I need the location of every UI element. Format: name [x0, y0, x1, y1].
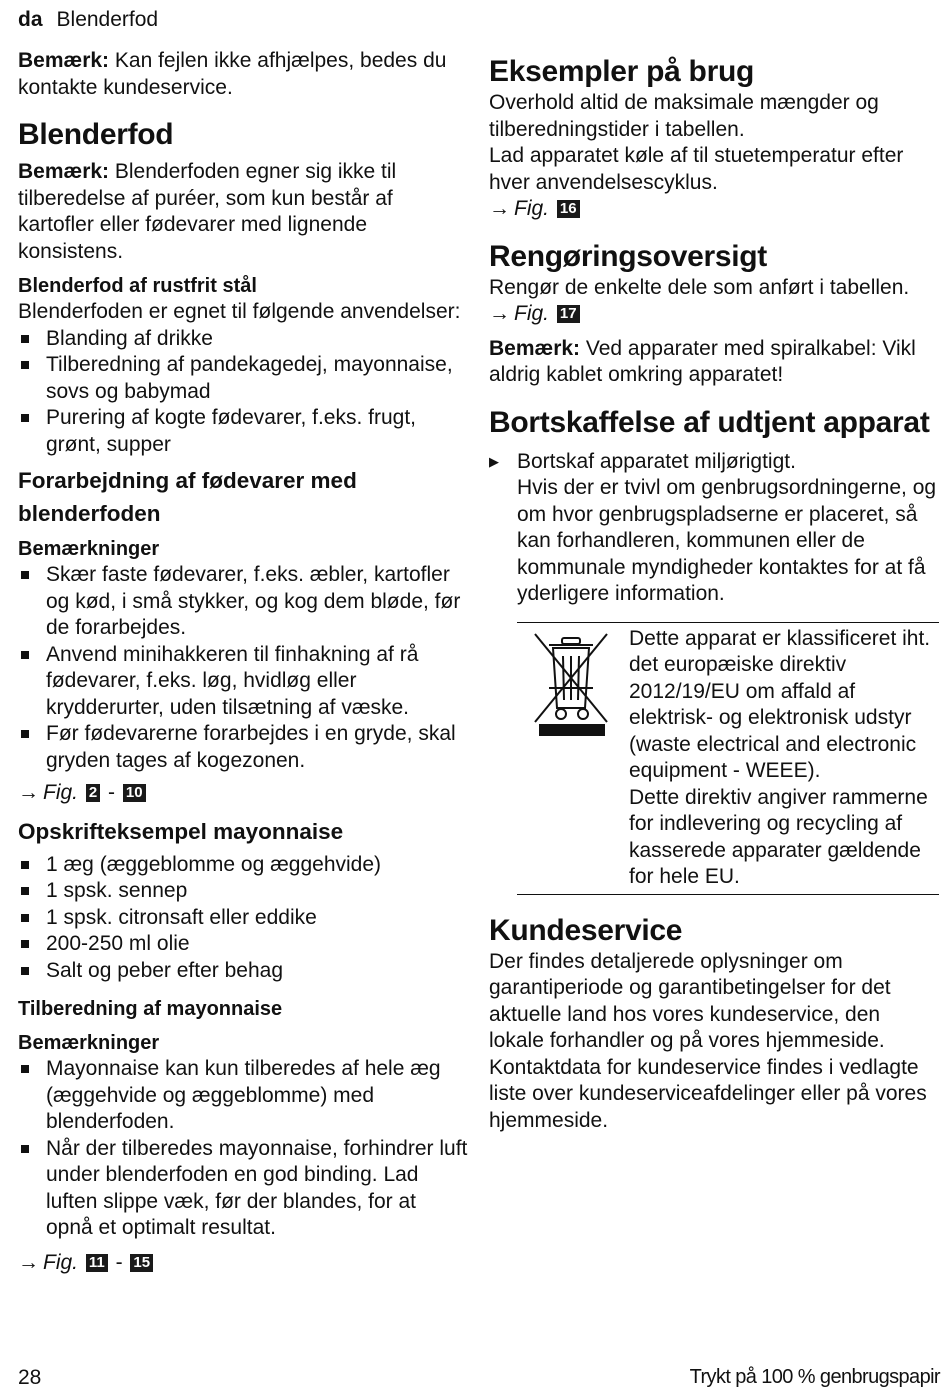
heading-disposal: Bortskaffelse af udtjent apparat — [489, 405, 930, 439]
subheading-notes: Bemærkninger — [18, 538, 160, 560]
right-column — [489, 54, 939, 1134]
footer-note: Trykt på 100 % genbrugspapir — [689, 1366, 940, 1388]
figure-number-badge: 16 — [557, 200, 580, 218]
note-paragraph — [18, 159, 468, 265]
disposal-text: Hvis der er tvivl om genbrugsordningerne, og om hvor genbrugspladserne er placeret, så kan forhandleren, kommunen eller de kommunale myndigheder kontaktes for at få yderligere information. — [517, 476, 937, 605]
steel-list — [18, 326, 468, 459]
heading-examples: Eksempler på brug — [489, 55, 754, 88]
list-item: 1 spsk. sennep — [18, 878, 468, 905]
list-item: Skær faste fødevarer, f.eks. æbler, kartofler og kød, i små stykker, og kog dem bløde, før de forarbejdes. — [18, 562, 468, 642]
note-paragraph — [18, 48, 468, 101]
list-item: Tilberedning af pandekagedej, mayonnaise, sovs og babymad — [18, 352, 468, 405]
disposal-step — [489, 449, 939, 608]
weee-text — [625, 626, 939, 891]
weee-paragraph: Dette apparat er klassificeret iht. det europæiske direktiv 2012/19/EU om affald af elektrisk- og elektronisk udstyr (waste electrical and electronic equipment - WEEE). — [629, 626, 931, 782]
note-text: Kan fejlen ikke afhjælpes, bedes du kontakte kundeservice. — [18, 49, 447, 99]
figure-number-badge: 10 — [123, 784, 146, 802]
arrow-right-icon: → — [489, 302, 510, 325]
list-item: Salt og peber efter behag — [18, 958, 468, 985]
figure-reference: → Fig. 17 — [489, 301, 939, 328]
arrow-right-icon: → — [18, 781, 39, 804]
list-item: Før fødevarerne forarbejdes i en gryde, skal gryden tages af kogezonen. — [18, 721, 468, 774]
page-number: 28 — [18, 1366, 42, 1389]
figure-number-badge: 17 — [557, 305, 580, 323]
note-label: Bemærk: — [18, 160, 110, 183]
heading-cleaning: Rengøringsoversigt — [489, 239, 767, 273]
examples-paragraph: Overhold altid de maksimale mængder og tilberedningstider i tabellen. — [489, 91, 879, 141]
figure-number-badge: 2 — [86, 784, 100, 802]
subheading-notes: Bemærkninger — [18, 1032, 160, 1054]
list-item: 200-250 ml olie — [18, 931, 468, 958]
weee-box — [517, 622, 939, 895]
left-column — [18, 48, 468, 1276]
heading-steel: Blenderfod af rustfrit stål — [18, 275, 257, 297]
figure-reference: → Fig. 16 — [489, 196, 939, 223]
arrow-right-icon: → — [489, 197, 510, 220]
list-item: 1 spsk. citronsaft eller eddike — [18, 905, 468, 932]
figure-number-badge: 11 — [86, 1254, 108, 1272]
weee-paragraph: Dette direktiv angiver rammerne for indlevering og recycling af kasserede apparater gældende for hele EU. — [629, 785, 928, 888]
weee-crossed-bin-icon — [517, 626, 625, 891]
note-label: Bemærk: — [489, 336, 581, 360]
heading-recipe: Opskrifteksempel mayonnaise — [18, 818, 344, 844]
list-item: Blanding af drikke — [18, 326, 468, 353]
heading-service: Kundeservice — [489, 913, 683, 947]
note-label: Bemærk: — [18, 49, 110, 72]
figure-number-badge: 15 — [130, 1254, 153, 1272]
heading-blenderfod: Blenderfod — [18, 118, 174, 151]
service-paragraph: Kontaktdata for kundeservice findes i vedlagte liste over kundeserviceafdelinger eller på vores hjemmeside. — [489, 1055, 927, 1132]
heading-prep: Tilberedning af mayonnaise — [18, 998, 283, 1020]
recipe-list — [18, 852, 468, 985]
examples-paragraph: Lad apparatet køle af til stuetemperatur efter hver anvendelsescyklus. — [489, 144, 904, 194]
list-item: Når der tilberedes mayonnaise, forhindrer luft under blenderfoden en god binding. Lad luften slippe væk, før der blandes, for at opnå et optimalt resultat. — [18, 1136, 468, 1242]
heading-processing: Forarbejdning af fødevarer med blenderfoden — [18, 468, 357, 526]
list-item: Purering af kogte fødevarer, f.eks. frugt, grønt, supper — [18, 405, 468, 458]
list-item: 1 æg (æggeblomme og æggehvide) — [18, 852, 468, 879]
header-title: Blenderfod — [56, 8, 159, 31]
triangle-right-icon: ▶ — [489, 453, 499, 469]
note-text: Ved apparater med spiralkabel: Vikl aldrig kablet omkring apparatet! — [489, 336, 916, 386]
prep-list — [18, 1056, 468, 1242]
disposal-step-text: Bortskaf apparatet miljørigtigt. — [517, 449, 796, 473]
language-code: da — [18, 8, 43, 31]
list-item: Anvend minihakkeren til finhakning af rå fødevarer, f.eks. løg, hvidløg eller krydderurter, uden tilsætning af væske. — [18, 642, 468, 722]
page-header — [18, 8, 158, 32]
list-item: Mayonnaise kan kun tilberedes af hele æg (æggehvide og æggeblomme) med blenderfoden. — [18, 1056, 468, 1136]
figure-reference: → Fig. 2 - 10 — [18, 780, 468, 807]
service-paragraph: Der findes detaljerede oplysninger om garantiperiode og garantibetingelser for det aktuelle land hos vores kundeservice, den lokale forhandler og på vores hjemmeside. — [489, 949, 891, 1052]
figure-reference: → Fig. 11 - 15 — [18, 1250, 468, 1277]
note-paragraph — [489, 336, 939, 389]
steel-intro: Blenderfoden er egnet til følgende anvendelser: — [18, 300, 461, 323]
processing-list — [18, 562, 468, 774]
note-text: Blenderfoden egner sig ikke til tilberedelse af puréer, som kun består af kartofler eller fødevarer med lignende konsistens. — [18, 160, 397, 263]
arrow-right-icon: → — [18, 1250, 39, 1274]
cleaning-paragraph: Rengør de enkelte dele som anført i tabellen. — [489, 275, 910, 299]
